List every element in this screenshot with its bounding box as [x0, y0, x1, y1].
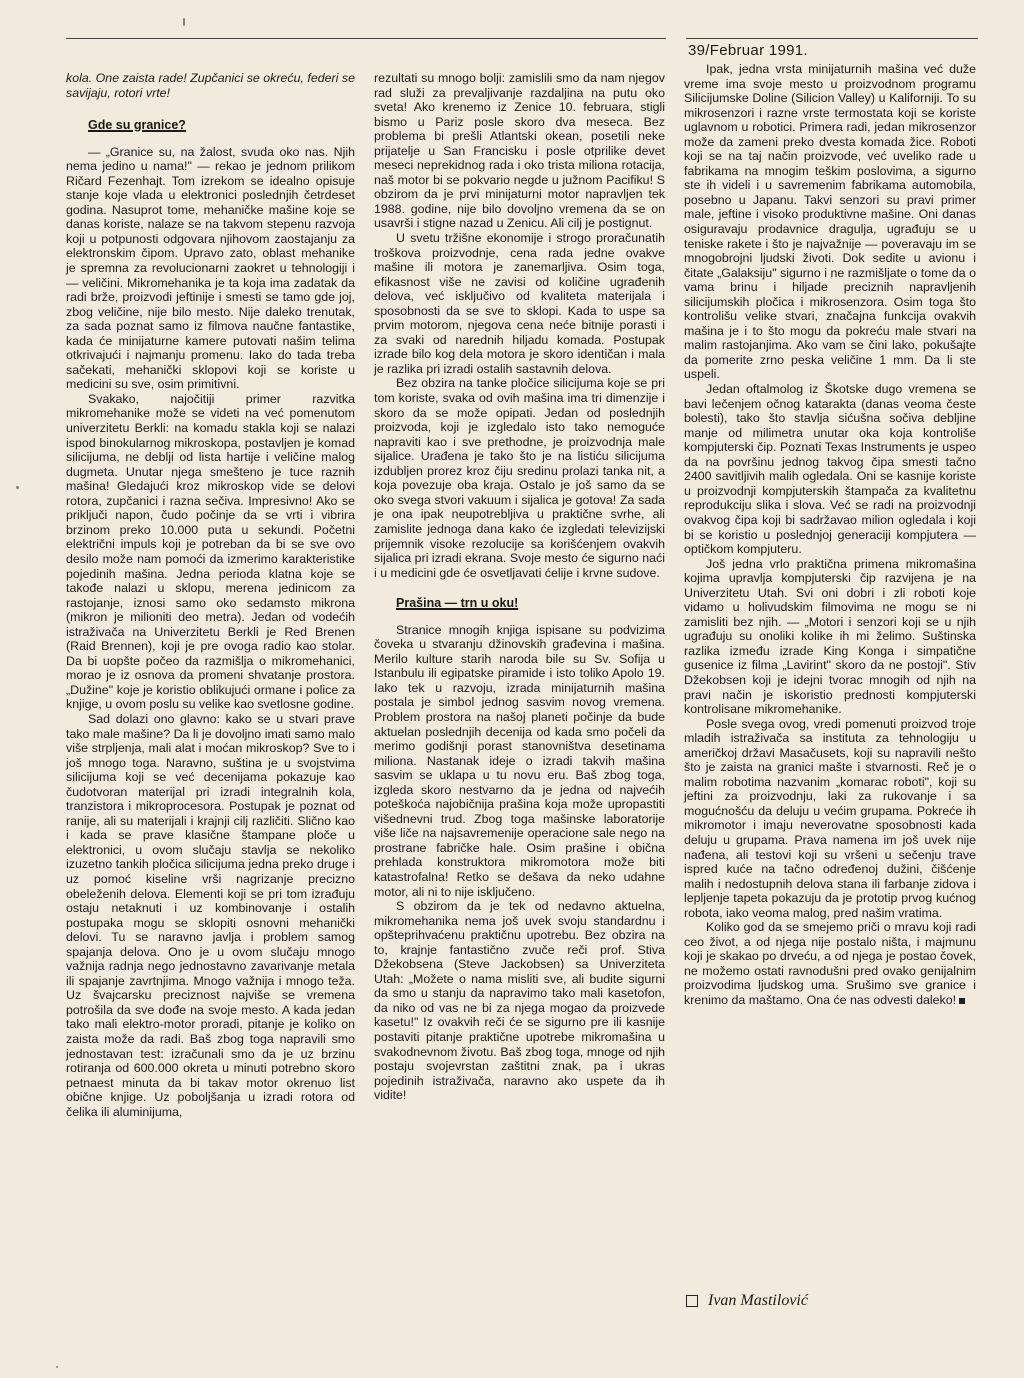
section-heading-1: Gde su granice?: [88, 118, 186, 133]
column-1: [66, 71, 355, 1119]
paragraph: Ipak, jedna vrsta minijaturnih mašina već duže vreme ima svoje mesto u proizvodnom programu Silicijumske Doline (Silicion Valley) u Kaliforniji. To su mikrosenzori i razne vrste termostata koji se koriste uglavnom u robotici. Primera radi, jedan mikrosenzor može da zameni preko dvesta komada žice. Roboti koji se na taj način proizvode, već uveliko rade u fabrikama na mnogim teškim poslovima, a sigurno ste ih videli i u savremenim fabrikama automobila, posebno u Japanu. Takvi senzori su pravi primer male, jeftine i visoko produktivne mašine. Oni danas osiguravaju prodavnice dragulja, ugrađuju se u teniske rakete i što je najvažnije — poveravaju im se mnogobrojni ljudski životi. Dok sedite u avionu i čitate „Galaksiju" sigurno i ne razmišljate o tome da o vama brinu i hiljade preciznih napravljenih silicijumskih pločica i mikrosenzora. Osim toga što kontrolišu velike stvari, značajna funkcija ovakvih mašina je i to što mogu da pokreću male stvari na malim rastojanjima. Ako vam se čini lako, pokušajte da pomerite zrno peska veličine 1 mm. Da li ste uspeli.: [684, 62, 976, 382]
byline: [686, 1292, 808, 1310]
paragraph: U svetu tržišne ekonomije i strogo proračunatih troškova proizvodnje, cena rada jedne ovakve mašine ili motora je zanemarljiva. Osim toga, efikasnost više ne zavisi od količine ugrađenih delova, već isključivo od kvaliteta materijala i sposobnosti da se sve to sklopi. Kada to uspe sa prvim motorom, njegova cena neće bitnije porasti i za svaki od narednih hiljadu komada. Postupak izrade bilo kog dela motora je skoro identičan i mala je razlika pri izradi ostalih sastavnih delova.: [374, 231, 665, 376]
intro-text: kola. One zaista rade! Zupčanici se okreću, federi se savijaju, rotori vrte!: [66, 71, 355, 100]
paragraph: — „Granice su, na žalost, svuda oko nas. Njih nema jedino u nama!" — rekao je jednom prilikom Ričard Fezenhajt. Tom izrekom se idealno opisuje stanje koje vlada u elektronici poslednjih četrdeset godina. Nasuprot tome, mehaničke mašine koje se danas koriste, nalaze se na takvom stepenu razvoja koji u potpunosti odgovara njihovom zaostajanju za elektronskim čipom. Upravo zato, oblast mehanike je spremna za revolucionarni zaokret u tehnologiji i — veličini. Mikromehanika je ta koja ima zadatak da radi brže, proizvodi jeftinije i smesti se tamo gde joj, zbog veličine, nije bilo mesto. Nije daleko trenutak, za sada poznat samo iz filmova naučne fantastike, kada će minijaturne kamere putovati našim telima otkrivajući i najmanju promenu. Iako do tada treba sačekati, mehanički sklopovi koji se koriste u medicini su sve, osim primitivni.: [66, 144, 355, 392]
paragraph: S obzirom da je tek od nedavno aktuelna, mikromehanika nema još uvek svoju standardnu i opšteprihvaćenu praktičnu upotrebu. Bez obzira na to, krajnje fantastično zvuče reči prof. Stiva Džekobsena (Steve Jackobsen) sa Univerziteta Utah: „Možete o nama misliti sve, ali budite sigurni da smo u stanju da napravimo tako mali kasetofon, da niko od vas ne bi za njega mogao da proizvede kasetu!" Iz ovakvih reči će se sigurno pre ili kasnije postaviti pitanje praktične upotrebe mikromašina u svakodnevnom životu. Baš zbog toga, mnoge od njih postaju svojevrstan zaštitni znak, pa i ukras pojedinih istraživača, naravno ako uspete da ih vidite!: [374, 899, 665, 1103]
paragraph: Još jedna vrlo praktična primena mikromašina kojima upravlja kompjuterski čip razvijena je na Univerzitetu Utah. Svi oni dobri i zli roboti koje vidamo u holivudskim filmovima ne mogu se ni zamisliti bez njih. — „Motori i senzori koji se u njih ugrađuju su onoliki kolike ih mi želimo. Suštinska razlika između izrade King Konga i simpatične gusenice iz filma „Lavirint" skoro da ne postoji". Stiv Džekobsen koji je idejni tvorac mnogih od njih na pravi način je iskoristio prednosti kompjuterski kontrolisane mikromehanike.: [684, 556, 976, 717]
scan-speck: [183, 18, 185, 26]
page-number: 39/Februar 1991.: [688, 42, 808, 59]
author-name: Ivan Mastilović: [708, 1292, 808, 1309]
scan-speck: [16, 486, 19, 489]
byline-box-icon: [686, 1295, 698, 1307]
paragraph: Svakako, najočitiji primer razvitka mikromehanike može se videti na već pomenutom univerzitetu Berkli: na komadu stakla koji se nalazi ispod binokularnog mikroskopa, postavljen je komad silicijuma, ne deblji od lista hartije i veličine malog dugmeta. Unutar njega smešteno je tuce raznih mašina! Gledajući kroz mikroskop vide se delovi rotora, zupčanici i razna sečiva. Impresivno! Ako se priključi napon, čudo počinje da se vrti i vibrira brzinom preko 10.000 puta u sekundi. Početni električni impuls koji je potreban da bi se sve ovo desilo može nam pomoći da izmerimo karakteristike pojedinih mašina. Jedna perioda klatna koje se takođe nalazi u sklopu, merena jedinicom za rastojanje, iznosi samo oko sedamsto mikrona (mikron je milioniti deo metra). Jedan od vodećih istraživača na Univerzitetu Berkli je Red Brenen (Raid Brennen), koji je pre ovoga radio kao stolar. Da bi uopšte počeo da razmišlja o mikromehanici, morao je iz osnova da promeni shvatanje prostora. „Dužine" koje je koristio oblikujući ormane i police za knjige, u ovom poslu su velike kao svetlosne godine.: [66, 391, 355, 712]
paragraph: Posle svega ovog, vredi pomenuti proizvod troje mladih istraživača sa instituta za tehnologiju u američkoj državi Masačusets, koji su napravili nešto što je zaista na granici mašte i stvarnosti. Reč je o malim robotima nazvanim „komarac roboti", koji su jeftini za proizvodnju, laki za rukovanje i sa mogućnošću da deluju u većim grupama. Pokreće ih mikromotor i imaju neverovatne sposobnosti kada deluju u grupama. Prava namena im još uvek nije nađena, ali testovi koji su vršeni u sečenju trave ispred kuće na tačno određenoj dužini, čišćenje malih i nedostupnih delova stana ili farbanje zidova i lepljenje tapeta pokazuju da je prototip prvog kućnog robota, iako veoma malog, pred našim vratima.: [684, 716, 976, 920]
paragraph: Stranice mnogih knjiga ispisane su podvizima čoveka u stvaranju džinovskih građevina i mašina. Merilo kulture starih naroda bile su Sv. Sofija u Istanbulu ili egipatske piramide i isto toliko Apolo 19. Iako tek u razvoju, izrada minijaturnih mašina postala je simbol jednog sasvim novog vremena. Problem prostora na našoj planeti počinje da bude aktuelan poslednjih decenija od kada smo počeli da merimo godišnji porast stanovništva desetinama miliona. Nastanak ideje o izradi takvih mašina sasvim se uklapa u tu novu eru. Baš zbog toga, izgleda skoro nestvarno da je jedna od najvećih poteškoća najobičnija prašina koja može upropastiti višednevni trud. Zbog toga mašinske laboratorije više liče na najsavremenije operacione sale nego na prostrane fabričke hale. Osim prašine i obična prehlada konstruktora mikromotora može biti katastrofalna! Retko se dešava da neko udahne motor, ali ni to nije isključeno.: [374, 622, 665, 899]
paragraph: rezultati su mnogo bolji: zamislili smo da nam njegov rad služi za prevaljivanje razdaljina na putu oko sveta! Ako krenemo iz Zenice 10. februara, stigli bismo u Pariz posle skoro dva meseca. Bez problema bi prešli Atlantski okean, posetili neke prijatelje u San Francisku i posle otprilike devet meseci neprekidnog rada i oko trista miliona rotacija, naš motor bi se pokvario negde u južnom Pacifiku! S obzirom da je prvi minijaturni motor napravljen tek 1988. godine, nije bilo dovoljno vremena da se on usavrši i stigne nazad u Zenicu. Ali cilj je postignut.: [374, 71, 665, 231]
paragraph: Bez obzira na tanke pločice silicijuma koje se pri tom koriste, svaka od ovih mašina ima tri dimenzije i skoro da se može opipati. Jedan od poslednjih proizvoda, koji je izgledalo isto tako nemoguće napraviti kao i sve prethodne, je proizvodnja male sijalice. Urađena je tako što je na listiću silicijuma izdubljen prorez kroz čiju sredinu prolazi tanka nit, a koja povezuje oba kraja. Ostalo je još samo da se oko svega stvori vakuum i sijalica je gotova! Za sada je ona ipak neupotrebljiva u praktične svrhe, ali zamislite jednoga dana kako će izgledati televizijski prijemnik visoke rezolucije sa korišćenjem ovakvih sijalica pri izradi ekrana. Svoje mesto će sigurno naći i u medicini gde će osvetljavati ćelije i krvne sudove.: [374, 376, 665, 580]
section-heading-2: Prašina — trn u oku!: [396, 596, 519, 611]
paragraph: Sad dolazi ono glavno: kako se u stvari prave tako male mašine? Da li je dovoljno imati samo malo više strpljenja, mali alat i moćan mikroskop? Sve to i još mnogo toga. Naravno, suština je u svojstvima silicijuma koji se već decenijama pokazuje kao čudotvoran materijal pri izradi integralnih kola, tranzistora i mikroprocesora. Postupak je poznat od ranije, ali su materijali i krajnji cilj različiti. Slično kao i kada se prave klasične štampane ploče u elektronici, u ovom slučaju stavlja se nekoliko izuzetno tankih pločica silicijuma jedna preko druge i uz pomoć kiseline vrši nagrizanje precizno obeleženih delova. Elementi koji se pri tom izrađuju ostaju netaknuti i uz kombinovanje i ostalih postupaka mogu se sklopiti osnovni mehanički delovi. Tu se naravno javlja i problem samog spajanja delova. Ono je u ovom slučaju mnogo važnija radnja nego jednostavno zavarivanje metala ili spajanje zavrtnjima. Mnogo važnija i mnogo teža. Uz švajcarsku preciznost najviše se vremena potrošila da sve dođe na svoje mesto. A kada jedan tako mali elektro-motor proradi, pitanje je koliko on zaista može da radi. Baš zbog toga napravili smo jednostavan test: izračunali smo da je uz brzinu rotiranja od 600.000 okreta u minuti potrebno skoro petnaest minuta da bi takav motor okrenuo list obične knjige. Uz poboljšanja u izradi rotora od čelika ili aluminijuma,: [66, 711, 355, 1119]
paragraph: Jedan oftalmolog iz Škotske dugo vremena se bavi lečenjem očnog katarakta (danas veoma česte bolesti), tako što stavlja sićušna sočiva debljine manje od milimetra unutar oka koja kontroliše kompjuterski čip. Poznati Texas Instruments je uspeo da na površinu jednog takvog čipa smesti tačno 2400 savitljivih malih ogledala. Oni se kasnije koriste u proizvodnji kompjuterskih štampača za kvalitetnu reprodukciju slika i slova. Već se radi na proizvodnji ovakvog čipa koji bi sadržavao milion ogledala i koji bi se koristio u poslednjoj generaciji kompjutera — optičkom kompjuteru.: [684, 382, 976, 557]
column-2: [374, 71, 665, 1103]
scan-speck: [56, 1366, 58, 1368]
end-of-article-icon: [959, 998, 965, 1004]
header-rule-left: [66, 38, 666, 39]
column-3: [684, 62, 976, 1008]
header-rule-right: [686, 38, 978, 39]
paragraph-final: Koliko god da se smejemo priči o mravu koji radi ceo život, a od njega nije postalo ništa, i majmunu koji je skakao po drveću, a od njega je postao čovek, ne možemo ostati ravnodušni pred ovako genijalnim proizvodima ljudskog uma. Srušimo sve granice i krenimo da maštamo. Ona će nas odvesti daleko!: [684, 920, 976, 1007]
